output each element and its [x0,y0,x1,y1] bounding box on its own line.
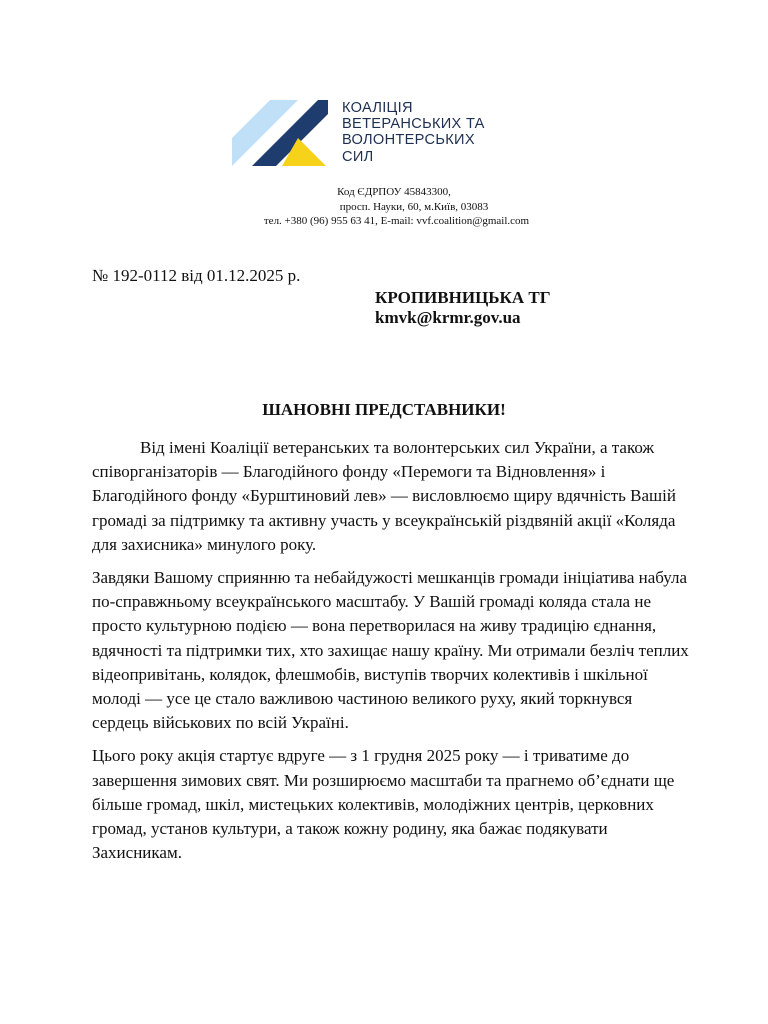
body-paragraph: Від імені Коаліції ветеранських та волонтерських сил України, а також співорганізаторів — Благодійного фонду «Перемоги та Відновлення» і Благодійного фонду «Бурштиновий лев» — висловлюємо щиру вдячність Вашій громаді за підтримку та активну участь у всеукраїнській різдвяній акції «Коляда для захисника» минулого року. [92,438,676,554]
logo-line: ВЕТЕРАНСЬКИХ ТА [342,116,485,133]
company-code: Код ЄДРПОУ 45843300, [337,186,451,198]
recipient-block [375,288,551,328]
coalition-logo-icon [232,100,328,166]
logo-line: ВОЛОНТЕРСЬКИХ [342,132,475,149]
organization-logo [232,100,502,168]
salutation: ШАНОВНІ ПРЕДСТАВНИКИ! [262,400,506,419]
recipient-name: КРОПИВНИЦЬКА ТГ [375,288,551,307]
company-phone-email: тел. +380 (96) 955 63 41, E-mail: vvf.coalition@gmail.com [263,215,530,227]
contact-details [0,185,768,229]
logo-line: КОАЛІЦІЯ [342,100,413,116]
logo-line: СИЛ [342,148,374,165]
body-paragraph: Цього року акція стартує вдруге — з 1 грудня 2025 року — і триватиме до завершення зимових свят. Ми розширюємо масштаби та прагнемо об’єднати ще більше громад, шкіл, мистецьких колективів, молодіжних центрів, церковних громад, установ культури, а також кожну родину, яка бажає подякувати Захисникам. [92,746,675,863]
letter-reference-number: № 192-0112 від 01.12.2025 р. [92,266,301,285]
body-paragraph: Завдяки Вашому сприянню та небайдужості мешканців громади ініціатива набула по-справжньому всеукраїнського масштабу. У Вашій громаді коляда стала не просто культурною подією — вона перетворилася на живу традицію єднання, вдячності та підтримки тих, хто захищає нашу країну. Ми отримали безліч теплих відеопривітань, колядок, флешмобів, виступів творчих колективів і шкільної молоді — усе це стало важливою частиною великого руху, який торкнувся сердець військових по всій Україні. [92,568,689,733]
company-address: просп. Науки, 60, м.Київ, 03083 [339,200,489,213]
logo-wordmark [342,100,485,165]
letter-body [92,436,692,874]
recipient-email: kmvk@krmr.gov.ua [375,308,521,327]
